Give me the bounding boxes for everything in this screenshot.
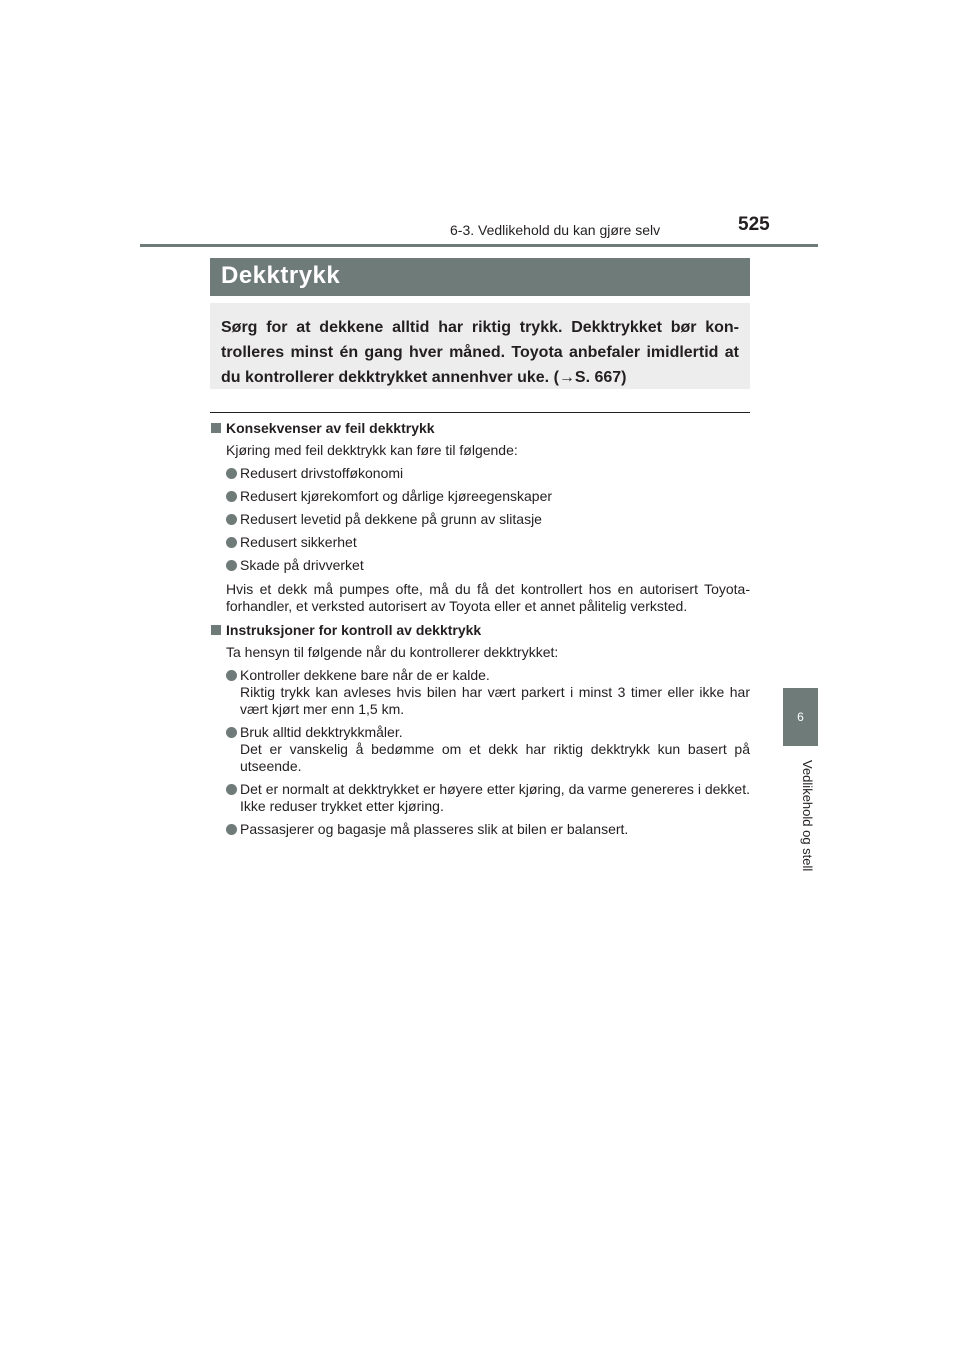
intro-box	[210, 303, 750, 389]
list-item	[210, 465, 750, 482]
list-item	[210, 511, 750, 528]
page-number: 525	[738, 214, 770, 235]
round-bullet-icon	[226, 727, 237, 738]
section-divider	[210, 412, 750, 413]
list-item-text: Skade på drivverket	[240, 557, 364, 573]
running-header-section: 6-3. Vedlikehold du kan gjøre selv	[450, 222, 661, 238]
list-item-main: Bruk alltid dekktrykkmåler.	[240, 724, 403, 740]
list-item-text	[240, 724, 750, 775]
section-heading	[210, 622, 750, 639]
round-bullet-icon	[226, 491, 237, 502]
list-item	[210, 534, 750, 551]
section-lead: Kjøring med feil dekktrykk kan føre til følgende:	[226, 442, 518, 458]
list-item	[210, 781, 750, 815]
list-item-text	[240, 821, 750, 838]
section-heading-text: Instruksjoner for kontroll av dekktrykk	[226, 622, 482, 638]
list-item-detail: Det er vanskelig å bedømme om et dekk har riktig dekktrykk kun basert på utseende.	[240, 741, 750, 774]
round-bullet-icon	[226, 468, 237, 479]
list-item-main: Det er normalt at dekktrykket er høyere etter kjøring, da varme genereres i dekket. Ikke reduser trykket etter kjøring.	[240, 781, 750, 814]
round-bullet-icon	[226, 824, 237, 835]
section-lead: Ta hensyn til følgende når du kontrollerer dekktrykket:	[226, 644, 559, 660]
content-body	[210, 420, 750, 838]
page-title: Dekktrykk	[210, 258, 750, 296]
list-item-detail: Riktig trykk kan avleses hvis bilen har vært parkert i minst 3 timer eller ikke har vært kjørt mer enn 1,5 km.	[240, 684, 750, 717]
chapter-label: Vedlikehold og stell	[800, 760, 815, 872]
list-item-text	[240, 781, 750, 815]
round-bullet-icon	[226, 537, 237, 548]
square-bullet-icon	[211, 423, 221, 433]
list-item-text: Redusert kjørekomfort og dårlige kjøreegenskaper	[240, 488, 553, 504]
list-item	[210, 488, 750, 505]
chapter-number: 6	[797, 710, 804, 724]
list-item-text: Redusert levetid på dekkene på grunn av slitasje	[240, 511, 542, 527]
header-divider	[140, 244, 818, 247]
section-heading	[210, 420, 750, 437]
section-closing: Hvis et dekk må pumpes ofte, må du få det kontrollert hos en autorisert Toyota-forhandler, et verksted autorisert av Toyota eller et annet pålitelig verksted.	[226, 581, 750, 614]
list-item	[210, 667, 750, 718]
square-bullet-icon	[211, 625, 221, 635]
round-bullet-icon	[226, 514, 237, 525]
intro-text: Sørg for at dekkene alltid har riktig trykk. Dekktrykket bør kon-trolleres minst én gang hver måned. Toyota anbefaler imidlertid at du kontrollerer dekktrykket annenhver uke. (→S. 667)	[221, 319, 739, 386]
list-item-main: Passasjerer og bagasje må plasseres slik at bilen er balansert.	[240, 821, 629, 837]
round-bullet-icon	[226, 560, 237, 571]
section-heading-text: Konsekvenser av feil dekktrykk	[226, 420, 435, 436]
list-item	[210, 724, 750, 775]
list-item-text	[240, 667, 750, 718]
round-bullet-icon	[226, 784, 237, 795]
list-item-main: Kontroller dekkene bare når de er kalde.	[240, 667, 490, 683]
list-item	[210, 821, 750, 838]
round-bullet-icon	[226, 670, 237, 681]
list-item-text: Redusert sikkerhet	[240, 534, 357, 550]
list-item	[210, 557, 750, 574]
list-item-text: Redusert drivstofføkonomi	[240, 465, 404, 481]
chapter-tab	[783, 688, 818, 746]
